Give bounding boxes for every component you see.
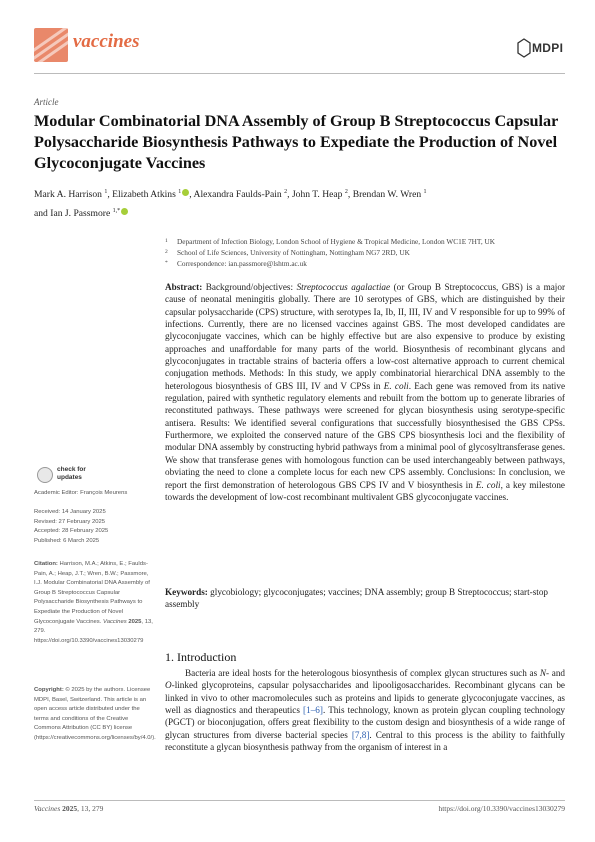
- author-name[interactable]: Elizabeth Atkins: [112, 189, 176, 201]
- affiliations: [165, 236, 565, 269]
- footer-volume: , 13, 279: [77, 804, 104, 813]
- correspondence-email[interactable]: Correspondence: ian.passmore@lshtm.ac.uk: [177, 259, 307, 268]
- journal-name: vaccines: [73, 31, 140, 52]
- intro-paragraph: [165, 667, 565, 753]
- author-list: Mark A. Harrison $^1$, Elizabeth Atkins $^1$ , Alexandra Faulds-Pain $^2$, John T. Heap $^2$, Brendan W. Wren $^1$ and Ian J. Passmore $^{1,*}$: [34, 189, 427, 220]
- article-type: Article: [34, 97, 59, 107]
- footer-doi[interactable]: https://doi.org/10.3390/vaccines13030279: [438, 804, 565, 813]
- citation-text: Harrison, M.A.; Atkins, E.; Faulds-Pain, A.; Heap, J.T.; Wren, B.W.; Passmore, I.J. Modular Combinatorial DNA Assembly of Group B Streptococcus Capsular Polysaccharide Biosynthesis Pathways to Expediate the Production of Novel Glycoconjugate Vaccines.: [34, 561, 150, 625]
- body-text: N: [539, 668, 546, 678]
- author-affil-sup: 1: [104, 189, 108, 195]
- publisher-name: MDPI: [532, 41, 564, 55]
- body-text: -linked glycoproteins, capsular polysaccharides and lipooligosaccharides. Recombinant glycans can be linked in vivo to other macromolecules such as proteins and lipids to generate glycoconjugate vaccines, as well as diagnostics and therapeutics: [165, 680, 565, 716]
- paper-title: Modular Combinatorial DNA Assembly of Group B Streptococcus Capsular Polysaccharide Biosynthesis Pathways to Expediate the Production of Novel Glycoconjugate Vaccines: [34, 112, 559, 172]
- footer-divider: [34, 800, 565, 801]
- copyright-text: © 2025 by the authors. Licensee MDPI, Basel, Switzerland. This article is an open access article distributed under the terms and conditions of the Creative Commons Attribution (CC BY) license (https://creativecommons.org/licenses/by/4.0/).: [34, 687, 156, 741]
- author-affil-sup: 2: [344, 189, 348, 195]
- check-for-updates[interactable]: [57, 466, 86, 481]
- affiliation-number: *: [165, 260, 168, 266]
- citation-label: Citation:: [34, 561, 58, 567]
- body-text: - and: [546, 668, 566, 678]
- copyright: [34, 686, 156, 744]
- author-affil-sup: 2: [284, 189, 288, 195]
- author-affil-sup: 1: [423, 189, 427, 195]
- body-text: O: [165, 680, 172, 691]
- accepted-date: Accepted: 28 February 2025: [34, 528, 109, 535]
- abstract-text: Background/objectives:: [202, 282, 297, 292]
- mdpi-logo-icon: [517, 38, 531, 58]
- citation-journal: Vaccines: [102, 618, 127, 625]
- author-name[interactable]: Alexandra Faulds-Pain: [193, 189, 282, 201]
- abstract: [165, 281, 565, 503]
- author-name[interactable]: Ian J. Passmore: [50, 208, 111, 220]
- dates: [34, 508, 156, 546]
- affiliation-number: 1: [165, 238, 168, 244]
- published-date: Published: 6 March 2025: [34, 537, 100, 544]
- section-heading: 1. Introduction: [165, 650, 237, 664]
- species-name: Streptococcus agalactiae: [296, 282, 391, 292]
- copyright-label: Copyright:: [34, 687, 64, 693]
- check-line-2: updates: [57, 473, 82, 481]
- keywords-text: glycobiology; glycoconjugates; vaccines; DNA assembly; group B Streptococcus; start-stop assembly: [165, 587, 549, 610]
- species-name: E. coli: [383, 380, 409, 391]
- footer-journal: Vaccines: [34, 804, 61, 813]
- journal-logo: [34, 28, 68, 62]
- affiliation-text: Department of Infection Biology, London School of Hygiene & Tropical Medicine, London WC1E 7HT, UK: [177, 237, 496, 246]
- keywords: [165, 586, 565, 611]
- footer-year: 2025: [62, 804, 78, 813]
- orcid-icon[interactable]: [182, 189, 189, 196]
- citation-link[interactable]: [1–6]: [303, 705, 323, 716]
- author-name[interactable]: Brendan W. Wren: [352, 189, 422, 201]
- citation: [34, 560, 156, 646]
- check-line-1: check for: [57, 466, 86, 473]
- affiliation-text: School of Life Sciences, University of Nottingham, Nottingham NG7 2RD, UK: [177, 248, 410, 257]
- author-affil-sup: 1,*: [112, 208, 121, 215]
- affiliation-number: 2: [165, 249, 168, 255]
- revised-date: Revised: 27 February 2025: [34, 518, 106, 525]
- affiliation-item: [165, 247, 565, 258]
- footer-citation: [34, 804, 103, 813]
- abstract-text: , a key milestone towards the development of low-cost recombinant multivalent GBS glycoconjugate vaccines.: [165, 479, 565, 502]
- received-date: Received: 14 January 2025: [34, 509, 106, 515]
- header-divider: [34, 73, 565, 74]
- check-for-updates-icon[interactable]: [37, 467, 53, 483]
- affiliation-item: [165, 236, 565, 247]
- author-affil-sup: 1: [178, 189, 182, 195]
- citation-doi[interactable]: , 13, 279. https://doi.org/10.3390/vaccines13030279: [34, 618, 153, 644]
- keywords-label: Keywords:: [165, 587, 208, 597]
- affiliation-item: [165, 258, 565, 269]
- body-text: . Central to this process is the ability to faithfully reconstitute a glycan biosynthesis pathway from the organism of interest in a: [165, 729, 565, 753]
- citation-year: 2025: [128, 618, 142, 625]
- body-text: . This technology, known as protein glycan coupling technology (PGCT) or bioconjugation, offers great flexibility to the custom design and biosynthesis of a wide range of glycan structures from diverse bacterial species: [165, 705, 566, 740]
- academic-editor: Academic Editor: François Meurens: [34, 490, 128, 496]
- body-text: Bacteria are ideal hosts for the heterologous biosynthesis of complex glycan structures such as: [185, 668, 540, 678]
- citation-link[interactable]: [7,8]: [351, 729, 370, 740]
- author-name[interactable]: John T. Heap: [291, 189, 343, 201]
- orcid-icon[interactable]: [121, 208, 128, 215]
- abstract-text: . Each gene was removed from its native regulation, paired with synthetic regulatory elements and rebuilt from the bottom up to generate libraries of reconstituted pathways. These pathways were screened for glycan biosynthesis using serotype-specific antisera. Results: We identified several configurations that successfully biosynthesised the GBS CPSs. Furthermore, we exploited the conserved nature of the GBS CPS biosynthesis loci and the flexibility of modular DNA assembly by constructing hybrid pathways from a minimal pool of glycosyltransferase genes. We show that transferase genes with homologous function can be used interchangeably between pathways, obviating the need to clone a complete locus for each new CPS assembly. Conclusions: In conclusion, we report the first demonstration of heterologous GBS CPS IV and V biosynthesis in: [165, 380, 566, 490]
- author-name[interactable]: Mark A. Harrison: [34, 189, 102, 201]
- species-name: E. coli: [475, 479, 501, 490]
- abstract-label: Abstract:: [165, 282, 203, 292]
- abstract-text: (or Group B Streptococcus, GBS) is a major cause of neonatal meningitis globally. There are 10 serotypes of GBS, which are distinguished by their capsular polysaccharide (CPS) structure, with serotypes Ia, Ib, II, III, IV and V responsible for up to 99% of infections. Currently, there are no licensed vaccines against GBS. The most developed candidates are glycoconjugate vaccines, which can be highly effective but are also expensive to produce by existing approaches and unaffordable for many parts of the world. Biosynthesis of recombinant glycans and glycoconjugates in tractable strains of bacteria offers a low-cost alternative approach to current chemical conjugation methods. Methods: In this study, we apply combinatorial hierarchical DNA assembly to the heterologous biosynthesis of GBS III, IV and V CPSs in: [165, 282, 566, 391]
